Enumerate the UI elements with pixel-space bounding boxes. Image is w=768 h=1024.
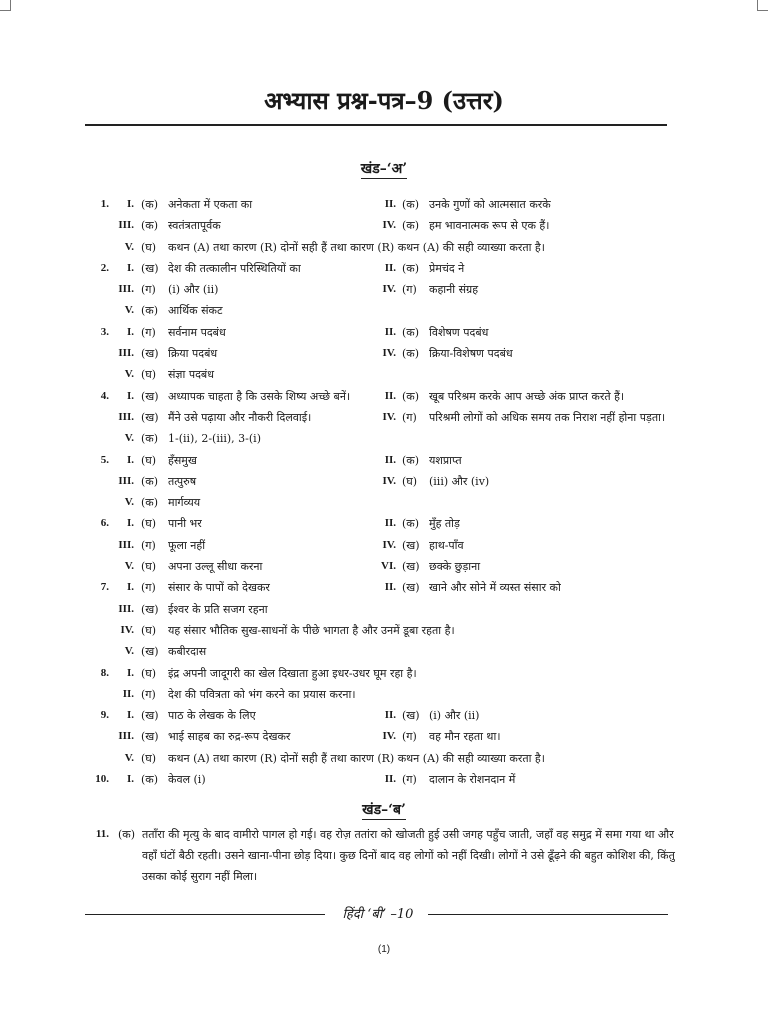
section-a-heading bbox=[0, 159, 768, 178]
question-11-answer bbox=[85, 824, 685, 887]
question-number: 4. bbox=[100, 389, 109, 402]
answer-text: यशप्राप्त bbox=[429, 453, 462, 467]
answer-text: 1-(ii), 2-(iii), 3-(i) bbox=[168, 432, 261, 446]
footer-rule-right bbox=[428, 914, 668, 915]
question-number: 3. bbox=[100, 325, 109, 338]
option-label: (ख) bbox=[141, 410, 159, 424]
sub-question-label: V. bbox=[124, 751, 134, 764]
sub-question-label: V. bbox=[124, 240, 134, 253]
sub-question-label: I. bbox=[126, 325, 134, 338]
option-label: (ख) bbox=[402, 560, 420, 574]
option-label: (क) bbox=[402, 517, 420, 531]
option-label: (ग) bbox=[402, 730, 417, 744]
option-label: (क) bbox=[402, 198, 420, 211]
answer-row bbox=[0, 364, 768, 385]
answer-row bbox=[0, 471, 768, 492]
sub-question-label: III. bbox=[118, 347, 134, 360]
option-label: (क) bbox=[402, 389, 420, 403]
option-label: (घ) bbox=[141, 453, 157, 467]
answer-text: ईश्वर के प्रति सजग रहना bbox=[168, 602, 268, 616]
option-label: (ख) bbox=[141, 347, 159, 361]
answer-text: खाने और सोने में व्यस्त संसार को bbox=[429, 581, 561, 595]
answer-row bbox=[0, 705, 768, 726]
answer-row bbox=[0, 428, 768, 449]
sub-question-label: V. bbox=[124, 432, 134, 445]
answer-text: आर्थिक संकट bbox=[168, 304, 223, 318]
sub-question-label: V. bbox=[124, 304, 134, 317]
answer-text: हाथ-पाँव bbox=[429, 538, 464, 552]
page-title: अभ्यास प्रश्न-पत्र–9 (उत्तर) bbox=[264, 86, 504, 115]
sub-question-label: II. bbox=[384, 198, 396, 210]
answer-row bbox=[0, 279, 768, 300]
option-label: (क) bbox=[141, 219, 159, 233]
option-label: (ख) bbox=[141, 261, 159, 275]
sub-question-label: III. bbox=[118, 474, 134, 487]
option-label: (ग) bbox=[141, 325, 156, 339]
answer-text: मार्गव्यय bbox=[168, 496, 201, 510]
sub-question-label: II. bbox=[384, 325, 396, 338]
option-label: (घ) bbox=[141, 368, 157, 382]
answer-row bbox=[0, 386, 768, 407]
section-a-label: खंड–‘अ’ bbox=[360, 161, 408, 177]
option-label: (क) bbox=[118, 828, 136, 841]
option-label: (ख) bbox=[141, 645, 159, 659]
answer-row bbox=[0, 599, 768, 620]
sub-question-label: IV. bbox=[382, 538, 396, 551]
option-label: (ग) bbox=[141, 687, 156, 701]
sub-question-label: I. bbox=[126, 709, 134, 722]
section-b-label: खंड–‘ब’ bbox=[362, 802, 406, 818]
question-number: 8. bbox=[100, 666, 109, 679]
sub-question-label: IV. bbox=[382, 730, 396, 743]
answer-text: विशेषण पदबंध bbox=[429, 325, 489, 339]
option-label: (ख) bbox=[402, 709, 420, 723]
answer-row bbox=[0, 620, 768, 641]
answer-text: खूब परिश्रम करके आप अच्छे अंक प्राप्त करते हैं। bbox=[429, 389, 625, 403]
sub-question-label: II. bbox=[122, 687, 134, 700]
answer-text: केवल (i) bbox=[168, 773, 206, 787]
option-label: (घ) bbox=[141, 623, 157, 637]
answer-text: कबीरदास bbox=[168, 645, 207, 659]
answer-list bbox=[0, 194, 768, 790]
answer-text: क्रिया-विशेषण पदबंध bbox=[429, 347, 513, 361]
answer-text: अपना उल्लू सीधा करना bbox=[168, 560, 263, 574]
answer-text: मुँह तोड़ bbox=[429, 517, 460, 531]
answer-text: प्रेमचंद ने bbox=[429, 261, 465, 275]
option-label: (क) bbox=[141, 198, 159, 211]
answer-row bbox=[0, 194, 768, 215]
answer-text: भाई साहब का रुद्र-रूप देखकर bbox=[168, 730, 291, 744]
sub-question-label: I. bbox=[126, 773, 134, 786]
sub-question-label: V. bbox=[124, 645, 134, 658]
answer-row bbox=[0, 258, 768, 279]
option-label: (घ) bbox=[141, 751, 157, 765]
sub-question-label: III. bbox=[118, 410, 134, 423]
option-label: (घ) bbox=[402, 474, 418, 488]
answer-text: हँसमुख bbox=[168, 453, 197, 467]
answer-text: पानी भर bbox=[168, 517, 202, 531]
footer-label: हिंदी ‘बी’ –10 bbox=[342, 907, 414, 922]
answer-text: अनेकता में एकता का bbox=[168, 198, 253, 211]
answer-text: संज्ञा पदबंध bbox=[168, 368, 214, 382]
sub-question-label: III. bbox=[118, 602, 134, 615]
option-label: (क) bbox=[141, 773, 159, 787]
option-label: (क) bbox=[141, 474, 159, 488]
crop-mark-top-right bbox=[757, 0, 768, 11]
question-number: 1. bbox=[100, 198, 109, 210]
sub-question-label: V. bbox=[124, 496, 134, 509]
option-label: (क) bbox=[402, 453, 420, 467]
sub-question-label: IV. bbox=[382, 347, 396, 360]
option-label: (ग) bbox=[141, 581, 156, 595]
answer-row bbox=[0, 684, 768, 705]
option-label: (क) bbox=[141, 304, 159, 318]
answer-paragraph: तताँरा की मृत्यु के बाद वामीरो पागल हो गई। वह रोज़ ततांरा को खोजती हुई उसी जगह पहुँच जाती, जहाँ वह समुद्र में समा गया था और वहाँ घंटों बैठी रहती। उसने खाना-पीना छोड़ दिया। कुछ दिनों बाद वह लोगों को नहीं दिखी। लोगों ने उसे ढूँढ़ने की बहुत कोशिश की, किंतु उसका कोई सुराग नहीं मिला। bbox=[142, 828, 675, 883]
footer-rule-left bbox=[85, 914, 325, 915]
sub-question-label: II. bbox=[384, 773, 396, 786]
answer-row bbox=[0, 492, 768, 513]
answer-text: संसार के पापों को देखकर bbox=[168, 581, 270, 595]
sub-question-label: III. bbox=[118, 730, 134, 743]
answer-row bbox=[0, 535, 768, 556]
option-label: (क) bbox=[141, 496, 159, 510]
answer-text: कथन (A) तथा कारण (R) दोनों सही हैं तथा कारण (R) कथन (A) की सही व्याख्या करता है। bbox=[168, 240, 545, 254]
answer-text: देश की तत्कालीन परिस्थितियों का bbox=[168, 261, 301, 275]
sub-question-label: II. bbox=[384, 581, 396, 594]
option-label: (ख) bbox=[402, 581, 420, 595]
sub-question-label: II. bbox=[384, 453, 396, 466]
answer-text: छक्के छुड़ाना bbox=[429, 560, 481, 574]
option-label: (ख) bbox=[141, 709, 159, 723]
option-label: (ग) bbox=[402, 283, 417, 297]
answer-text: परिश्रमी लोगों को अधिक समय तक निराश नहीं होना पड़ता। bbox=[429, 410, 666, 424]
answer-row bbox=[0, 748, 768, 769]
answer-text: (i) और (ii) bbox=[168, 283, 219, 297]
answer-row bbox=[0, 215, 768, 236]
sub-question-label: I. bbox=[126, 261, 134, 274]
question-number: 7. bbox=[100, 581, 109, 594]
question-number: 5. bbox=[100, 453, 109, 466]
sub-question-label: I. bbox=[126, 389, 134, 402]
option-label: (ख) bbox=[141, 602, 159, 616]
answer-text: (iii) और (iv) bbox=[429, 474, 490, 488]
answer-text: पाठ के लेखक के लिए bbox=[168, 709, 256, 723]
question-number: 2. bbox=[100, 261, 109, 274]
question-number: 9. bbox=[100, 709, 109, 722]
sub-question-label: IV. bbox=[382, 474, 396, 487]
answer-text: तत्पुरुष bbox=[168, 474, 197, 488]
answer-text: हम भावनात्मक रूप से एक हैं। bbox=[429, 219, 550, 233]
sub-question-label: II. bbox=[384, 517, 396, 530]
sub-question-label: III. bbox=[118, 283, 134, 296]
answer-row bbox=[0, 513, 768, 534]
answer-text: कथन (A) तथा कारण (R) दोनों सही हैं तथा कारण (R) कथन (A) की सही व्याख्या करता है। bbox=[168, 751, 545, 765]
sub-question-label: I. bbox=[126, 666, 134, 679]
option-label: (ग) bbox=[141, 283, 156, 297]
sub-question-label: II. bbox=[384, 261, 396, 274]
sub-question-label: III. bbox=[118, 538, 134, 551]
page-number: (1) bbox=[377, 944, 391, 955]
answer-text: देश की पवित्रता को भंग करने का प्रयास करना। bbox=[168, 687, 356, 701]
answer-text: वह मौन रहता था। bbox=[429, 730, 501, 744]
option-label: (क) bbox=[402, 325, 420, 339]
sub-question-label: IV. bbox=[382, 283, 396, 296]
option-label: (ख) bbox=[402, 538, 420, 552]
answer-text: इंद्र अपनी जादूगरी का खेल दिखाता हुआ इधर-उधर घूम रहा है। bbox=[168, 666, 417, 680]
sub-question-label: III. bbox=[118, 219, 134, 232]
section-b-heading bbox=[0, 800, 768, 819]
option-label: (ख) bbox=[141, 730, 159, 744]
option-label: (घ) bbox=[141, 560, 157, 574]
answer-row bbox=[0, 663, 768, 684]
answer-text: मैंने उसे पढ़ाया और नौकरी दिलवाई। bbox=[168, 410, 312, 424]
sub-question-label: VI. bbox=[381, 560, 396, 573]
sub-question-label: IV. bbox=[382, 410, 396, 423]
option-label: (ग) bbox=[402, 410, 417, 424]
sub-question-label: II. bbox=[384, 709, 396, 722]
question-number: 11. bbox=[95, 828, 109, 840]
title-divider bbox=[85, 124, 667, 126]
answer-text: कहानी संग्रह bbox=[429, 283, 479, 297]
sub-question-label: I. bbox=[126, 453, 134, 466]
sub-question-label: V. bbox=[124, 368, 134, 381]
answer-row bbox=[0, 322, 768, 343]
sub-question-label: I. bbox=[126, 581, 134, 594]
answer-text: दालान के रोशनदान में bbox=[429, 773, 516, 787]
answer-text: फूला नहीं bbox=[168, 538, 206, 552]
answer-text: उनके गुणों को आत्मसात करके bbox=[429, 198, 551, 211]
answer-row bbox=[0, 407, 768, 428]
option-label: (घ) bbox=[141, 517, 157, 531]
answer-row bbox=[0, 641, 768, 662]
sub-question-label: IV. bbox=[382, 219, 396, 232]
sub-question-label: V. bbox=[124, 560, 134, 573]
sub-question-label: I. bbox=[126, 198, 134, 210]
option-label: (घ) bbox=[141, 240, 157, 254]
answer-row bbox=[0, 343, 768, 364]
answer-text: अध्यापक चाहता है कि उसके शिष्य अच्छे बनें। bbox=[168, 389, 351, 403]
option-label: (क) bbox=[402, 219, 420, 233]
answer-row bbox=[0, 300, 768, 321]
option-label: (ग) bbox=[402, 773, 417, 787]
answer-row bbox=[0, 769, 768, 790]
answer-row bbox=[0, 726, 768, 747]
answer-row bbox=[0, 577, 768, 598]
answer-text: यह संसार भौतिक सुख-साधनों के पीछे भागता है और उनमें डूबा रहता है। bbox=[168, 623, 455, 637]
option-label: (क) bbox=[402, 347, 420, 361]
question-number: 10. bbox=[95, 773, 109, 786]
sub-question-label: II. bbox=[384, 389, 396, 402]
sub-question-label: IV. bbox=[120, 623, 134, 636]
answer-row bbox=[0, 450, 768, 471]
sub-question-label: I. bbox=[126, 517, 134, 530]
answer-row bbox=[0, 237, 768, 258]
option-label: (ग) bbox=[141, 538, 156, 552]
answer-text: (i) और (ii) bbox=[429, 709, 480, 723]
answer-text: क्रिया पदबंध bbox=[168, 347, 218, 361]
question-number: 6. bbox=[100, 517, 109, 530]
crop-mark-top-left bbox=[0, 0, 11, 11]
option-label: (क) bbox=[141, 432, 159, 446]
option-label: (ख) bbox=[141, 389, 159, 403]
answer-row bbox=[0, 556, 768, 577]
option-label: (क) bbox=[402, 261, 420, 275]
option-label: (घ) bbox=[141, 666, 157, 680]
answer-text: सर्वनाम पदबंध bbox=[168, 325, 226, 339]
answer-text: स्वतंत्रतापूर्वक bbox=[168, 219, 221, 233]
